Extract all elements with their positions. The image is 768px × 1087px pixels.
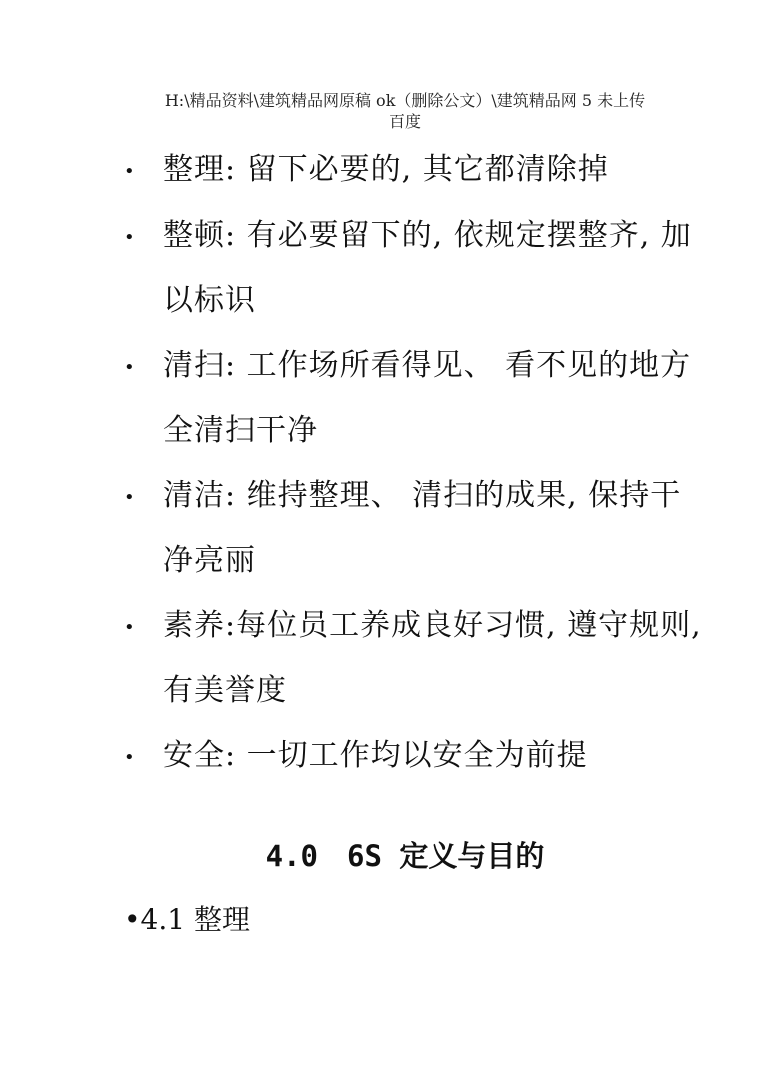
section-title: 4.0 6S 定义与目的 <box>265 839 545 873</box>
bullet-text-standardize: 清洁: 维持整理、 清扫的成果, 保持干净亮丽 <box>163 478 682 578</box>
file-path-header <box>100 90 710 132</box>
subsection-heading: •4.1 整理 <box>124 903 250 936</box>
header-path: H:\精品资料\建筑精品网原稿 ok（删除公文）\建筑精品网 5 未上传 <box>164 91 646 110</box>
bullet-dot: • <box>124 617 135 638</box>
header-subtitle: 百度 <box>388 112 421 131</box>
bullet-text-safety: 安全: 一切工作均以安全为前提 <box>163 738 588 773</box>
bullet-dot: • <box>124 357 135 378</box>
bullet-text-sort: 整理: 留下必要的, 其它都清除掉 <box>163 152 609 187</box>
bullet-dot: • <box>124 227 135 248</box>
bullet-text-shine: 清扫: 工作场所看得见、 看不见的地方全清扫干净 <box>163 348 692 448</box>
bullet-dot: • <box>124 161 135 182</box>
bullet-dot: • <box>124 487 135 508</box>
bullet-text-set-in-order: 整顿: 有必要留下的, 依规定摆整齐, 加以标识 <box>163 218 692 318</box>
bullet-text-sustain: 素养:每位员工养成良好习惯, 遵守规则, 有美誉度 <box>163 608 702 708</box>
bullet-dot: • <box>124 747 135 768</box>
